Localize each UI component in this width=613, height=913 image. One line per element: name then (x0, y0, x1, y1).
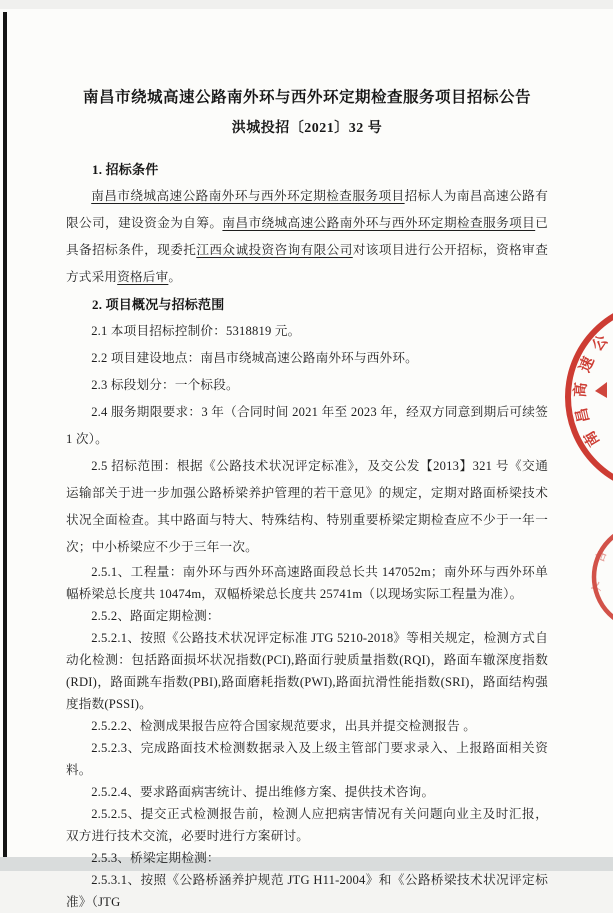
red-seal-stamp-1 (568, 303, 613, 491)
document-title: 南昌市绕城高速公路南外环与西外环定期检查服务项目招标公告 (82, 89, 531, 106)
item-2-5-3-1: 2.5.3.1、按照《公路桥涵养护规范 JTG H11-2004》和《公路桥梁技术状况评定标准》（JTG (66, 873, 548, 909)
document-number: 洪城投招〔2021〕32 号 (231, 121, 383, 136)
item-2-5-2-3: 2.5.2.3、完成路面技术检测数据录入及上级主管部门要求录入、上报路面相关资料。 (66, 741, 548, 777)
item-2-5: 2.5 招标范围：根据《公路技术状况评定标准》，及交公发【2013】321 号《交通运输部关于进一步加强公路桥梁养护管理的若干意见》的规定，定期对路面桥梁技术状况全面检查。其中路面与特大、特殊结构、特别重要桥梁定期检查应不少于一年一次；中小桥梁应不少于三年一次。 (66, 459, 548, 554)
item-2-1: 2.1 本项目招标控制价：5318819 元。 (91, 324, 301, 338)
seal-1-char: 高 (572, 381, 591, 399)
item-2-5-3: 2.5.3、桥梁定期检测： (91, 851, 220, 865)
seal-1-char: 昌 (573, 406, 593, 425)
seal-1-char: 南 (581, 427, 604, 449)
seal-2-ring (594, 525, 613, 629)
scan-edge-top (0, 0, 613, 9)
red-seal-stamp-2 (589, 525, 613, 629)
item-2-3: 2.3 标段划分：一个标段。 (91, 378, 239, 392)
document-content (66, 86, 548, 913)
item-2-5-2-5: 2.5.2.5、提交正式检测报告前，检测人应把病害情况有关问题向业主及时汇报，双方进行技术交流，必要时进行方案研讨。 (66, 807, 548, 843)
item-2-2: 2.2 项目建设地点：南昌市绕城高速公路南外环与西外环。 (91, 351, 418, 365)
item-2-5-1: 2.5.1、工程量：南外环与西外环高速路面段总长共 147052m；南外环与西外环单幅桥梁总长度共 10474m，双幅桥梁总长度共 25741m（以现场实际工程量为准）。 (66, 565, 548, 601)
item-2-5-2-2: 2.5.2.2、检测成果报告应符合国家规范要求，出具并提交检测报告 。 (91, 719, 476, 733)
tender-conditions-paragraph: 南昌市绕城高速公路南外环与西外环定期检查服务项目招标人为南昌高速公路有限公司，建设资金为自筹。南昌市绕城高速公路南外环与西外环定期检查服务项目已具备招标条件，现委托江西众诚投资咨询有限公司对该项目进行公开招标，资格审查方式采用资格后审。 (66, 189, 549, 284)
section-1-heading: 1. 招标条件 (92, 162, 159, 177)
scan-edge-left-line (3, 12, 7, 857)
seal-1-ring (568, 303, 613, 491)
item-2-5-2-1: 2.5.2.1、按照《公路技术状况评定标准 JTG 5210-2018》等相关规定，检测方式自动化检测：包括路面损坏状况指数(PCI),路面行驶质量指数(RQI)，路面车辙深度指数(RDI)，路面跳车指数(PBI),路面磨耗指数(PWI),路面抗滑性能指数(SRI)，路面结构强度指数(PSSI)。 (66, 631, 548, 711)
item-2-5-2-4: 2.5.2.4、要求路面病害统计、提出维修方案、提供技术咨询。 (91, 785, 435, 799)
section-2-heading: 2. 项目概况与招标范围 (92, 297, 225, 312)
seal-2-char: 人 (590, 581, 604, 593)
document-body (66, 156, 548, 913)
seal-2-char: 吉 (594, 549, 610, 565)
item-2-4: 2.4 服务期限要求：3 年（合同时间 2021 年至 2023 年，经双方同意到期后可续签 1 次）。 (66, 405, 548, 446)
seal-1-char: 公 (589, 332, 612, 355)
seal-1-star-point (595, 382, 607, 398)
item-2-5-2: 2.5.2、路面定期检测： (91, 609, 220, 623)
seal-1-char: 速 (577, 354, 598, 375)
